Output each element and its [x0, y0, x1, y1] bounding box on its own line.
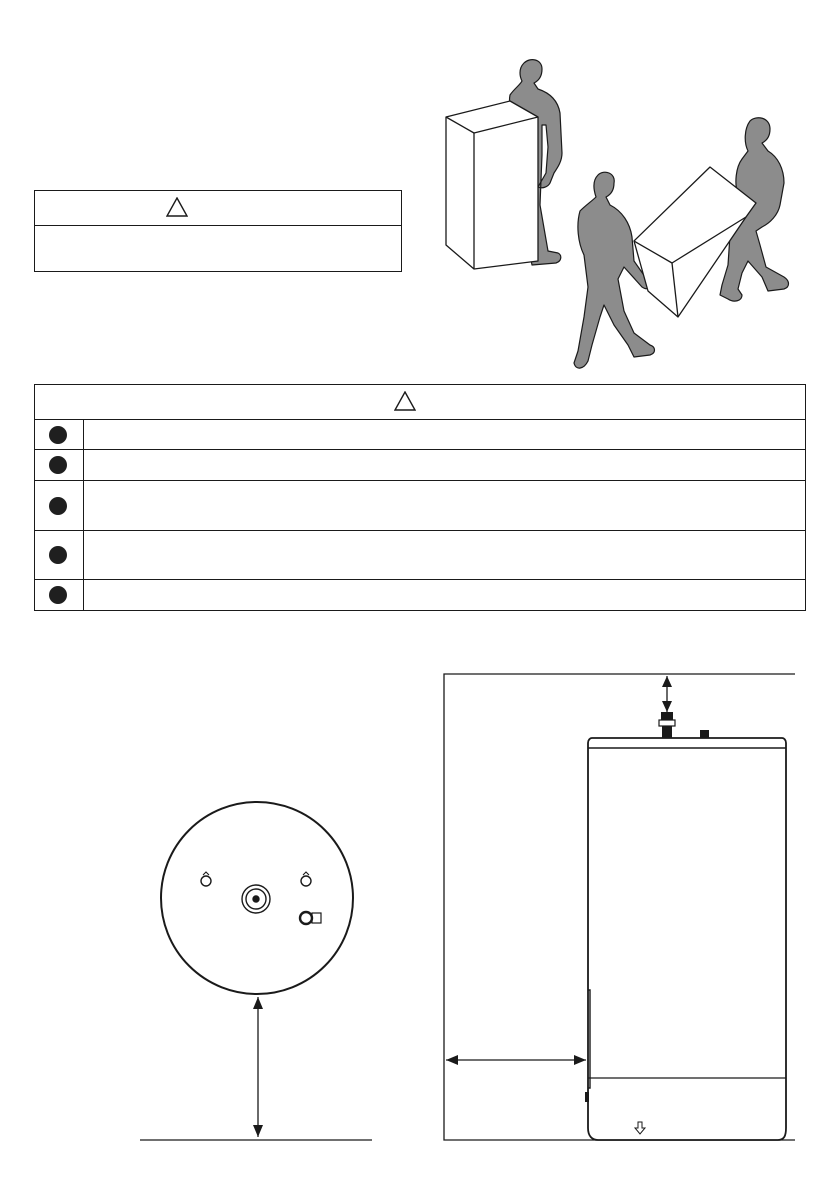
warning-row: [35, 450, 805, 481]
warning-box-small-header: [35, 191, 401, 226]
water-heater-side-view-diagram: [440, 668, 800, 1148]
people-carrying-boxes-illustration: [438, 55, 808, 375]
warning-box-small: [34, 190, 402, 272]
warning-row: [35, 420, 805, 450]
warning-row: [35, 531, 805, 580]
warning-box-small-body: [35, 226, 401, 270]
warning-box-large: [34, 384, 806, 611]
bullet-dot-icon: [49, 546, 67, 564]
bullet-dot-icon: [49, 456, 67, 474]
warning-row: [35, 580, 805, 610]
warning-triangle-icon: [394, 391, 416, 411]
bullet-dot-icon: [49, 586, 67, 604]
warning-box-large-header: [35, 385, 805, 420]
bullet-dot-icon: [49, 426, 67, 444]
warning-row: [35, 481, 805, 531]
warning-triangle-icon: [166, 197, 188, 217]
water-heater-top-view-diagram: [130, 795, 380, 1150]
bullet-dot-icon: [49, 497, 67, 515]
